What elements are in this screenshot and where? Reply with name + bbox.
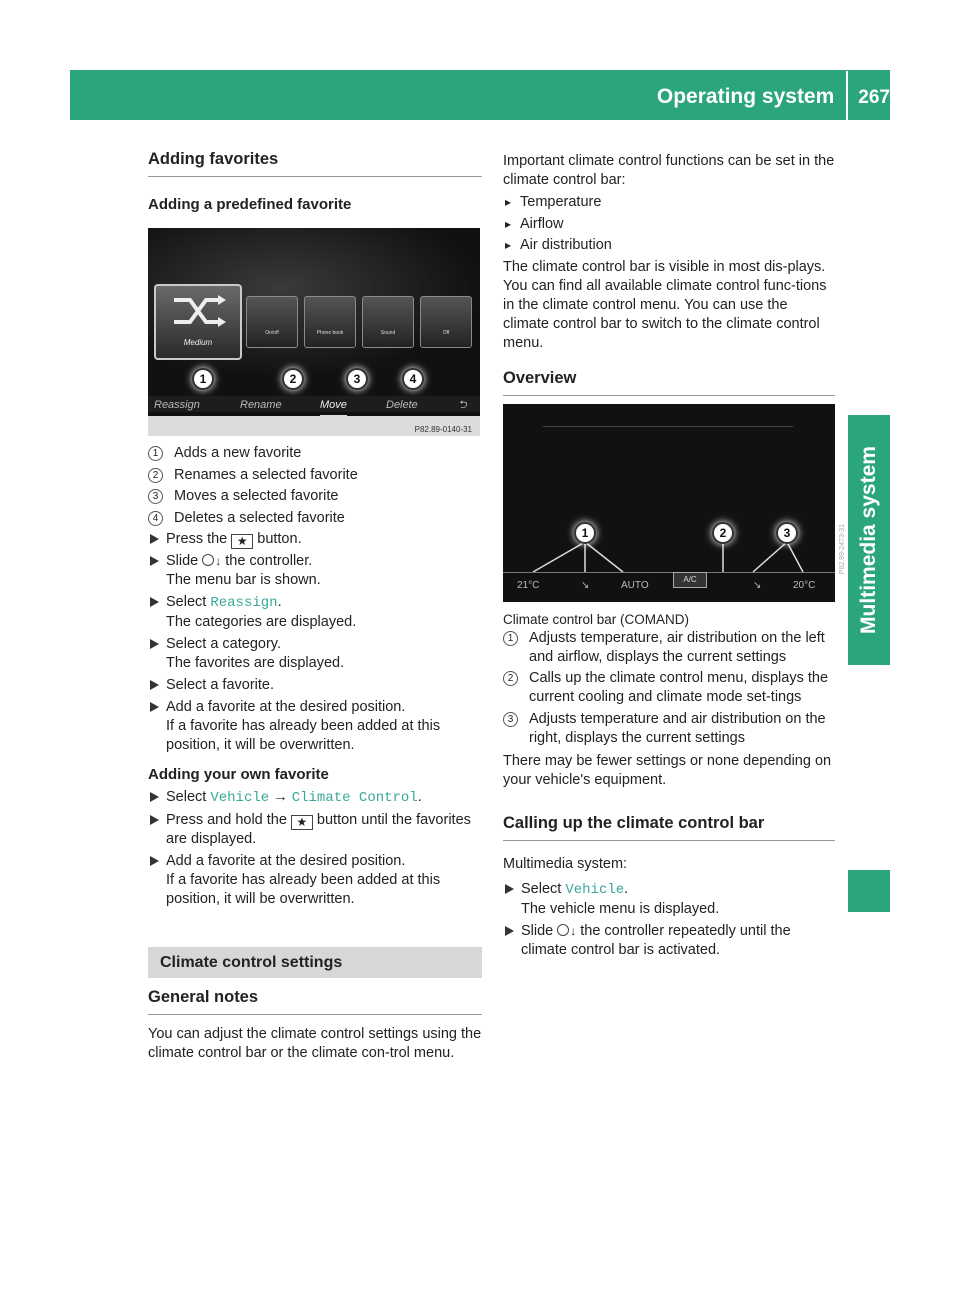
favorite-tile-phonebook	[304, 296, 356, 348]
visible-text: The climate control bar is visible in most dis-plays.	[503, 258, 826, 275]
section-title: Operating system	[656, 85, 835, 108]
legend-item: 3 Adjusts temperature and air distribution on the right, displays the current settings	[503, 710, 835, 748]
down-arrow-icon: ↓	[215, 554, 222, 568]
airflow-right-icon[interactable]: ↘	[753, 579, 762, 591]
legend-item: 2 Renames a selected favorite	[148, 466, 482, 485]
legend-item: 1 Adds a new favorite	[148, 444, 482, 463]
figure-ref: P82.89-2473-31	[839, 523, 846, 574]
side-tab-label: Multimedia system	[857, 446, 880, 634]
list-item: ▸ Airflow	[503, 215, 835, 234]
left-column	[148, 150, 482, 1063]
step-press-favorite: Press the ★ button.	[148, 530, 482, 549]
vehicle-link[interactable]: Vehicle	[210, 790, 270, 806]
callout-1: 1	[192, 368, 214, 390]
climate-bar-line	[503, 572, 835, 573]
tile-label: Off	[442, 330, 450, 336]
multimedia-label: Multimedia system:	[503, 855, 628, 872]
shuffle-icon	[156, 286, 240, 336]
tile-label: Sound	[380, 330, 396, 336]
vehicle-link[interactable]: Vehicle	[565, 881, 625, 898]
favorite-key-icon: ★	[291, 815, 313, 830]
figure-ref: P82.89-0140-31	[414, 425, 472, 434]
heading-general-notes: General notes	[148, 988, 482, 1015]
step-slide-controller: Slide ↓ the controller repeatedly until the climate control bar is activated.	[503, 922, 835, 960]
temp-left[interactable]: 21°C	[517, 579, 540, 591]
controller-icon	[202, 554, 214, 566]
menu-rename[interactable]: Rename	[240, 399, 282, 411]
find-text: You can find all available climate control func-tions in the climate control menu. You can use the climate control bar to switch to the climate control menu.	[503, 277, 827, 351]
step-select-favorite: Select a favorite.	[148, 676, 482, 695]
favorites-legend	[148, 444, 482, 528]
callout-3: 3	[346, 368, 368, 390]
heading-calling-up: Calling up the climate control bar	[503, 814, 835, 841]
auto-mode[interactable]: AUTO	[621, 579, 649, 591]
legend-item: 2 Calls up the climate control menu, displays the current cooling and climate mode set-tings	[503, 669, 835, 707]
favorite-tile-off	[420, 296, 472, 348]
list-item: ▸ Air distribution	[503, 236, 835, 255]
climate-control-link[interactable]: Climate Control	[291, 790, 418, 806]
own-steps	[148, 788, 482, 909]
favorites-screen-figure	[148, 228, 480, 436]
overview-legend	[503, 629, 835, 748]
callout-2: 2	[712, 522, 734, 544]
legend-item: 4 Deletes a selected favorite	[148, 509, 482, 528]
legend-item: 1 Adjusts temperature, air distribution on the left and airflow, displays the current settings	[503, 629, 835, 667]
favorite-tile-onoff	[246, 296, 298, 348]
tile-label: Phone book	[316, 330, 344, 336]
main-tile-label: Medium	[183, 338, 213, 347]
step-select-category: Select a category. The favorites are displayed.	[148, 635, 482, 673]
step-press-hold: Press and hold the ★ button until the favorites are displayed.	[148, 811, 482, 849]
step-add-position: Add a favorite at the desired position. If a favorite has already been added at this position, it will be overwritten.	[148, 698, 482, 755]
heading-own-favorite: Adding your own favorite	[148, 766, 329, 783]
heading-predefined-favorite: Adding a predefined favorite	[148, 196, 352, 213]
temp-right[interactable]: 20°C	[793, 579, 816, 591]
reassign-link[interactable]: Reassign	[210, 595, 278, 611]
arrow-right-icon: →	[273, 789, 288, 805]
callout-3: 3	[776, 522, 798, 544]
page-number: 267	[858, 87, 890, 108]
climate-settings-band: Climate control settings	[148, 947, 482, 978]
function-list	[503, 193, 835, 255]
intro-text: Important climate control functions can be set in the climate control bar:	[503, 153, 835, 188]
menu-move[interactable]: Move	[320, 396, 347, 416]
callout-2: 2	[282, 368, 304, 390]
menu-reassign[interactable]: Reassign	[154, 399, 200, 411]
step-select-reassign: Select Reassign. The categories are displayed.	[148, 593, 482, 632]
menu-delete[interactable]: Delete	[386, 399, 418, 411]
side-marker	[848, 870, 890, 912]
calling-steps	[503, 880, 835, 960]
favorite-tile-sound	[362, 296, 414, 348]
step-add-position: Add a favorite at the desired position. If a favorite has already been added at this position, it will be overwritten.	[148, 852, 482, 909]
ac-button[interactable]: A/C	[673, 572, 707, 588]
legend-item: 3 Moves a selected favorite	[148, 487, 482, 506]
general-notes-text: You can adjust the climate control settings using the climate control bar or the climate con-trol menu.	[148, 1026, 482, 1061]
heading-adding-favorites: Adding favorites	[148, 150, 482, 177]
step-select-vehicle-climate: Select Vehicle → Climate Control.	[148, 788, 482, 808]
tile-label: On/off	[265, 330, 279, 336]
back-icon[interactable]: ⮌	[458, 399, 467, 411]
right-column	[503, 152, 846, 963]
predefined-steps	[148, 530, 482, 755]
fewer-settings-text: There may be fewer settings or none depending on your vehicle's equipment.	[503, 752, 832, 788]
callout-1: 1	[574, 522, 596, 544]
controller-icon	[557, 924, 569, 936]
climate-bar-figure	[503, 404, 846, 602]
favorite-key-icon: ★	[231, 534, 253, 549]
favorite-tile-medium	[154, 284, 242, 360]
airflow-left-icon[interactable]: ↘	[581, 579, 590, 591]
step-slide-controller: Slide ↓ the controller. The menu bar is shown.	[148, 552, 482, 590]
down-arrow-icon: ↓	[570, 923, 577, 938]
heading-overview: Overview	[503, 369, 835, 396]
figure-caption: Climate control bar (COMAND)	[503, 611, 690, 627]
list-item: ▸ Temperature	[503, 193, 835, 212]
callout-4: 4	[402, 368, 424, 390]
step-select-vehicle: Select Vehicle. The vehicle menu is displayed.	[503, 880, 835, 919]
header-title	[657, 85, 890, 109]
header-divider	[846, 71, 848, 121]
